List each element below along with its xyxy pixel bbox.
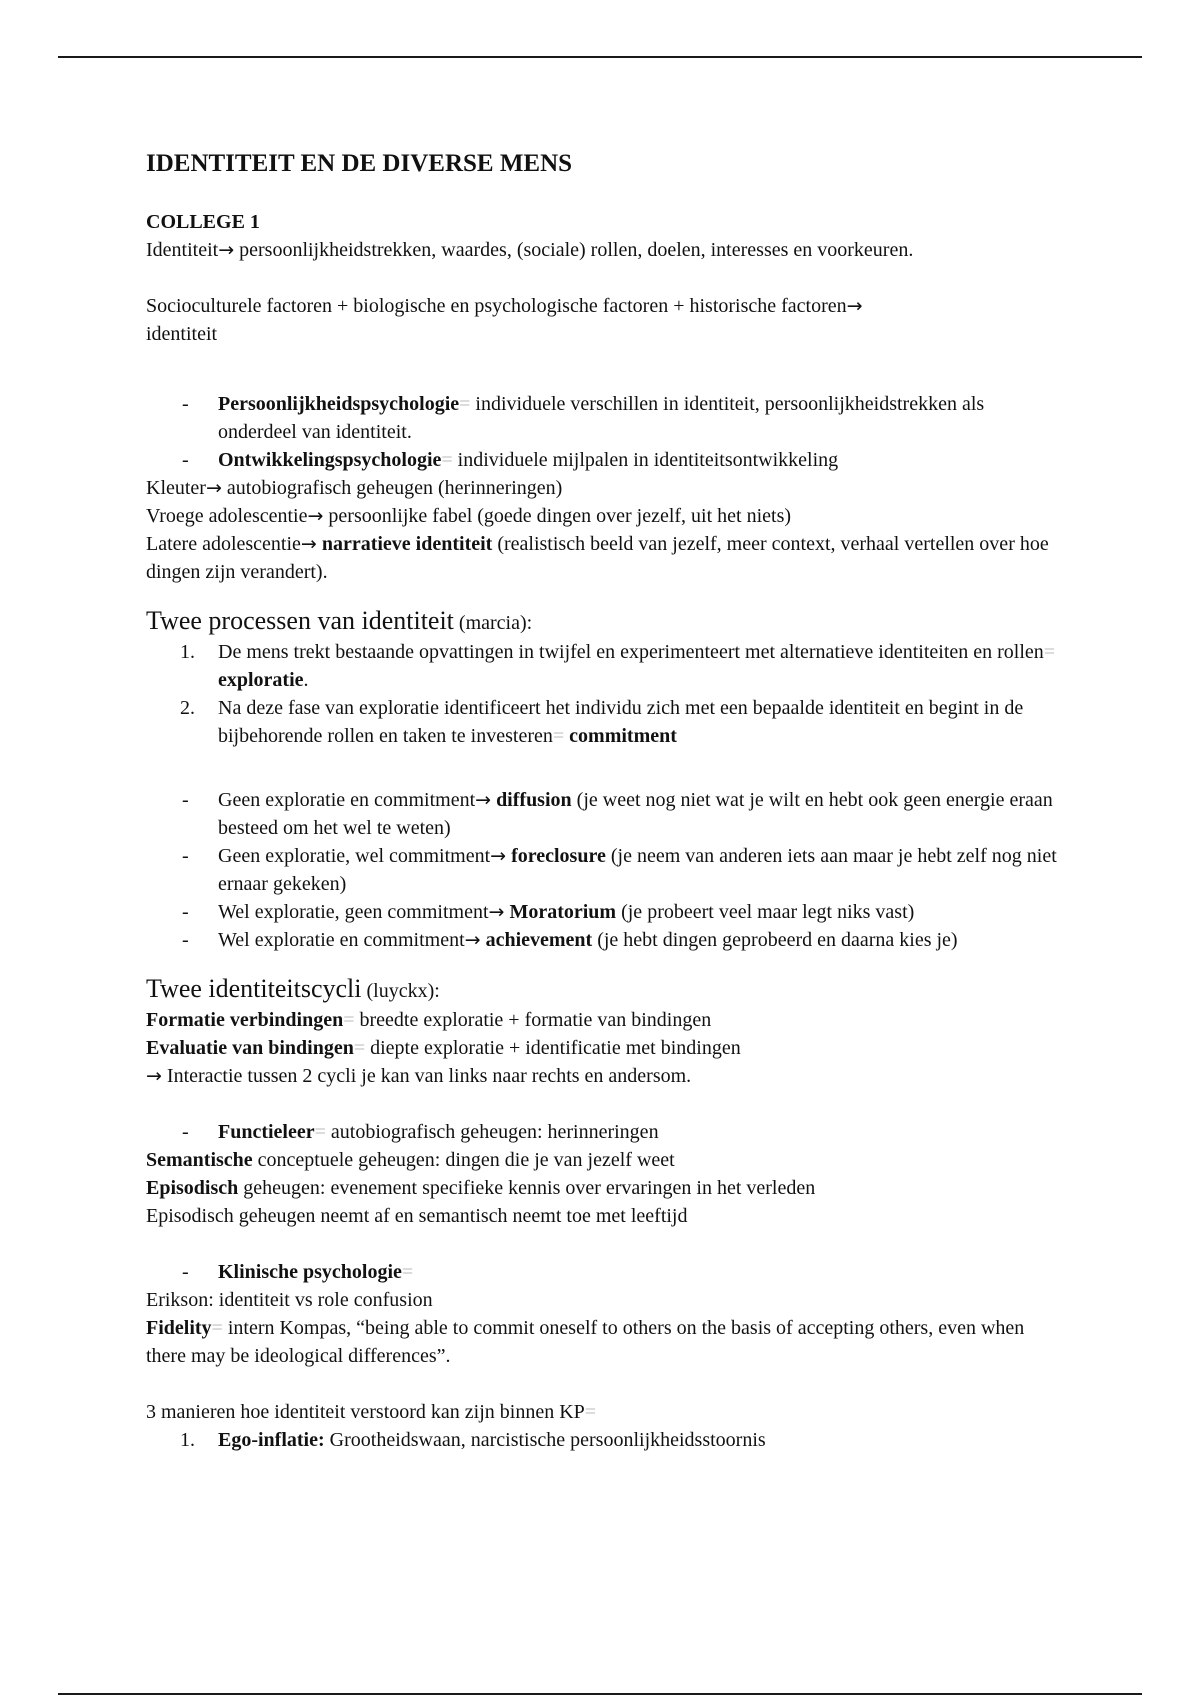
arrow-icon: →	[300, 533, 317, 555]
evaluatie-line	[146, 1034, 1066, 1062]
item-text: Na deze fase van exploratie identificeert het individu zich met een bepaalde identiteit en begint in de bijbehorende rollen en taken te investeren	[218, 697, 1024, 747]
status-lead: Geen exploratie en commitment	[218, 789, 476, 811]
list-item	[146, 390, 1066, 446]
section-subtitle: (luyckx):	[361, 980, 440, 1002]
stage-label: Vroege adolescentie	[146, 505, 308, 527]
leeftijd-line: Episodisch geheugen neemt af en semantisch neemt toe met leeftijd	[146, 1205, 688, 1227]
list-item	[146, 1118, 1066, 1146]
semantisch-line	[146, 1146, 1066, 1174]
equals-sign: =	[1043, 641, 1056, 663]
item-number: 1.	[180, 641, 195, 663]
stage-label: Kleuter	[146, 477, 206, 499]
equals-sign: =	[343, 1009, 355, 1031]
dash-marker: -	[182, 449, 189, 471]
term: Fidelity	[146, 1317, 212, 1339]
equals-sign: =	[552, 725, 565, 747]
dash-marker: -	[182, 901, 189, 923]
arrow-icon: →	[846, 295, 863, 317]
section-title: Twee identiteitscycli	[146, 974, 362, 1003]
marcia-heading	[146, 606, 1066, 638]
term: diffusion	[496, 789, 572, 811]
term: exploratie	[218, 669, 304, 691]
item-text: 3 manieren hoe identiteit verstoord kan zijn binnen KP	[146, 1401, 585, 1423]
equals-sign: =	[441, 449, 453, 471]
equals-sign: =	[584, 1401, 597, 1423]
luyckx-heading	[146, 974, 1066, 1006]
arrow-icon: →	[307, 505, 324, 527]
term: achievement	[485, 929, 593, 951]
item-text: intern Kompas, “being able to commit oneself to others on the basis of accepting others, even when there may be ideological differences”.	[146, 1317, 1025, 1367]
dash-marker: -	[182, 393, 189, 415]
status-item	[146, 926, 1066, 954]
item-text: (je hebt dingen geprobeerd en daarna kies je)	[592, 929, 958, 951]
item-text: (je probeert veel maar legt niks vast)	[616, 901, 915, 923]
term: Formatie verbindingen	[146, 1009, 344, 1031]
document-body	[146, 208, 1066, 1454]
item-text: (je weet nog niet wat je wilt en hebt ook geen energie eraan besteed om het wel te weten)	[218, 789, 1053, 839]
term: Moratorium	[509, 901, 617, 923]
identiteit-text: persoonlijkheidstrekken, waardes, (sociale) rollen, doelen, interesses en voorkeuren.	[234, 239, 914, 261]
term: Functieleer	[218, 1121, 315, 1143]
stage-text: (realistisch beeld van jezelf, meer context, verhaal vertellen over hoe dingen zijn verandert).	[146, 533, 1049, 583]
status-lead: Geen exploratie, wel commitment	[218, 845, 491, 867]
item-text: geheugen: evenement specifieke kennis over ervaringen in het verleden	[238, 1177, 816, 1199]
equals-sign: =	[401, 1261, 414, 1283]
dash-marker: -	[182, 1261, 189, 1283]
interactie-line	[146, 1062, 1066, 1090]
arrow-icon: →	[146, 1065, 162, 1087]
identiteit-definition	[146, 236, 1066, 264]
factors-line	[146, 292, 1066, 348]
item-text: autobiografisch geheugen: herinneringen	[325, 1121, 659, 1143]
item-text: breedte exploratie + formatie van bindingen	[354, 1009, 712, 1031]
term: Persoonlijkheidspsychologie	[218, 393, 460, 415]
arrow-icon: →	[475, 789, 492, 811]
item-text: (je neem van anderen iets aan maar je hebt zelf nog niet ernaar gekeken)	[218, 845, 1057, 895]
item-text: Grootheidswaan, narcistische persoonlijkheidsstoornis	[324, 1429, 766, 1451]
dash-marker: -	[182, 845, 189, 867]
erikson-line: Erikson: identiteit vs role confusion	[146, 1289, 433, 1311]
arrow-icon: →	[490, 845, 507, 867]
item-text: De mens trekt bestaande opvattingen in twijfel en experimenteert met alternatieve identiteiten en rollen	[218, 641, 1044, 663]
stage-laat	[146, 530, 1066, 586]
stage-vroeg	[146, 502, 1066, 530]
stage-text: autobiografisch geheugen (herinneringen)	[221, 477, 563, 499]
college-heading: COLLEGE 1	[146, 211, 260, 233]
equals-sign: =	[353, 1037, 366, 1059]
term: Ego-inflatie:	[218, 1429, 325, 1451]
top-rule	[58, 56, 1142, 58]
status-item	[146, 842, 1066, 898]
status-lead: Wel exploratie en commitment	[218, 929, 465, 951]
item-text: individuele verschillen in identiteit, persoonlijkheidstrekken als onderdeel van identiteit.	[218, 393, 985, 443]
dash-marker: -	[182, 1121, 189, 1143]
manieren-line	[146, 1398, 1066, 1426]
term: Ontwikkelingspsychologie	[218, 449, 442, 471]
term: commitment	[569, 725, 677, 747]
stage-text: persoonlijke fabel (goede dingen over jezelf, uit het niets)	[323, 505, 792, 527]
list-item	[146, 1258, 1066, 1286]
list-item	[146, 446, 1066, 474]
stage-label: Latere adolescentie	[146, 533, 301, 555]
equals-sign: =	[459, 393, 471, 415]
section-title: Twee processen van identiteit	[146, 606, 454, 635]
equals-sign: =	[314, 1121, 326, 1143]
bottom-rule	[58, 1693, 1142, 1695]
formatie-line	[146, 1006, 1066, 1034]
fidelity-line	[146, 1314, 1066, 1370]
dash-marker: -	[182, 929, 189, 951]
stage-term: narratieve identiteit	[321, 533, 493, 555]
page-title: IDENTITEIT EN DE DIVERSE MENS	[146, 150, 573, 177]
term: Episodisch	[146, 1177, 239, 1199]
episodisch-line	[146, 1174, 1066, 1202]
item-text: conceptuele geheugen: dingen die je van jezelf weet	[252, 1149, 675, 1171]
equals-sign: =	[211, 1317, 223, 1339]
item-text: diepte exploratie + identificatie met bindingen	[365, 1037, 741, 1059]
item-text: Interactie tussen 2 cycli je kan van links naar rechts en andersom.	[161, 1065, 692, 1087]
stage-kleuter	[146, 474, 1066, 502]
factors-result: identiteit	[146, 323, 218, 345]
term: Semantische	[146, 1149, 253, 1171]
status-item	[146, 898, 1066, 926]
item-number: 2.	[180, 697, 195, 719]
status-item	[146, 786, 1066, 842]
numbered-item	[146, 638, 1066, 694]
factors-text: Socioculturele factoren + biologische en psychologische factoren + historische factoren	[146, 295, 847, 317]
item-number: 1.	[180, 1429, 195, 1451]
term: Klinische psychologie	[218, 1261, 402, 1283]
identiteit-label: Identiteit	[146, 239, 219, 261]
arrow-icon: →	[464, 929, 481, 951]
term: foreclosure	[511, 845, 606, 867]
dash-marker: -	[182, 789, 189, 811]
item-text: individuele mijlpalen in identiteitsontwikkeling	[452, 449, 839, 471]
arrow-icon: →	[205, 477, 222, 499]
status-lead: Wel exploratie, geen commitment	[218, 901, 489, 923]
section-subtitle: (marcia):	[453, 612, 533, 634]
term: Evaluatie van bindingen	[146, 1037, 354, 1059]
item-after: .	[303, 669, 309, 691]
arrow-icon: →	[488, 901, 505, 923]
numbered-item	[146, 694, 1066, 750]
numbered-item	[146, 1426, 1066, 1454]
arrow-icon: →	[218, 239, 235, 261]
